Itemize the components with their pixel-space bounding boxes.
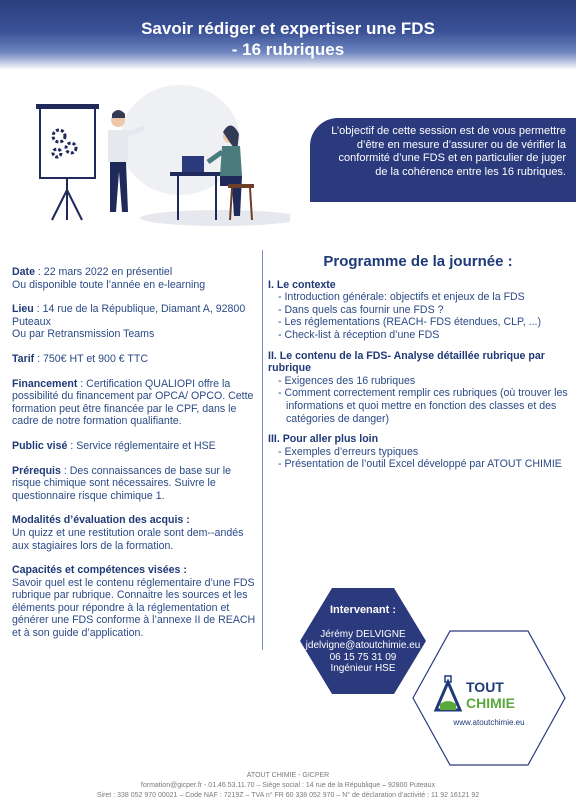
public-label: Public visé [12, 439, 68, 452]
logo-word-chimie: CHIMIE [466, 695, 515, 711]
column-divider [262, 250, 263, 650]
intervenant-email[interactable]: jdelvigne@atoutchimie.eu [305, 640, 421, 652]
objective-text: L’objectif de cette session est de vous permettre d’être en mesure d’assurer ou de vérifier la conformité d’une FDS et en particulier de juger de la cohérence entre les 16 rubriques. [331, 125, 566, 178]
list-item: - Exigences des 16 rubriques [278, 375, 568, 388]
title-line-2: - 16 rubriques [231, 40, 345, 59]
tarif-label: Tarif [12, 352, 35, 365]
section-heading: II. Le contenu de la FDS- Analyse détaillée rubrique par rubrique [268, 349, 545, 375]
public-value: : Service réglementaire et HSE [67, 439, 216, 452]
detail-tarif [12, 353, 260, 366]
footer [0, 771, 576, 801]
detail-public [12, 440, 260, 453]
capacites-label: Capacités et compétences visées [12, 564, 181, 577]
intervenant-name: Jérémy DELVIGNE [320, 628, 406, 640]
logo-word-atout: TOUT [466, 679, 504, 695]
list-item: - Introduction générale: objectifs et enjeux de la FDS [278, 291, 568, 304]
list-item: - Dans quels cas fournir une FDS ? [278, 304, 568, 317]
section-list [268, 291, 568, 341]
section-heading: III. Pour aller plus loin [268, 433, 379, 446]
prerequis-label: Prérequis [12, 464, 61, 477]
prerequis-value: : Des connaissances de base sur le risque chimique sont nécessaires. Suivre le questionnaire risque chimique 1. [12, 464, 232, 502]
capacites-value: Savoir quel est le contenu réglementaire d’une FDS rubrique par rubrique. Connaitre les sources et les éléments pour répondre à la réglementation et générer une FDS conforme à l’annexe II de REACH et à son guide d’application. [12, 576, 256, 640]
modalites-colon: : [183, 514, 190, 527]
page-title [0, 18, 576, 60]
financement-label: Financement [12, 377, 78, 390]
detail-prerequis [12, 465, 260, 503]
list-item: - Comment correctement remplir ces rubriques (où trouver les informations et quoi mettre en fonction des classes et des catégories de danger) [278, 387, 568, 425]
list-item: - Check-list à réception d’une FDS [278, 329, 568, 342]
presentation-illustration [30, 80, 290, 240]
detail-lieu [12, 303, 260, 341]
programme-title: Programme de la journée : [323, 253, 513, 270]
section-list [268, 446, 568, 471]
title-line-1: Savoir rédiger et expertiser une FDS [141, 19, 435, 38]
course-details [12, 266, 260, 652]
detail-modalites [12, 514, 260, 552]
lieu-value: : 14 rue de la République, Diamant A, 92800 Puteaux [12, 303, 246, 328]
programme [268, 253, 568, 479]
list-item: - Présentation de l’outil Excel développé par ATOUT CHIMIE [278, 458, 568, 471]
intervenant-phone: 06 15 75 31 09 [329, 651, 397, 663]
financement-value: : Certification QUALIOPI offre la possibilité du financement par OPCA/ OPCO. Cette formation peut être financée par le CPF, dans le cadre de notre formation qualifiante. [12, 377, 254, 428]
intervenant-box [300, 605, 426, 675]
section-heading: I. Le contexte [268, 278, 336, 291]
logo-url-link[interactable]: www.atoutchimie.eu [453, 718, 525, 727]
lieu-label: Lieu [12, 303, 34, 316]
detail-date [12, 266, 260, 291]
lieu-extra: Ou par Retransmission Teams [12, 328, 155, 341]
section-list [268, 375, 568, 425]
date-value: : 22 mars 2022 en présentiel [34, 266, 173, 278]
modalites-value: Un quizz et une restitution orale sont dem--andés aux stagiaires lors de la formation. [12, 526, 244, 552]
objective-box [310, 118, 576, 202]
intervenant-heading: Intervenant : [329, 604, 396, 616]
list-item: - Exemples d’erreurs typiques [278, 446, 568, 459]
programme-section [268, 350, 568, 426]
tarif-value: : 750€ HT et 900 € TTC [34, 352, 149, 365]
capacites-colon: : [180, 564, 187, 577]
detail-capacites [12, 564, 260, 640]
date-extra: Ou disponible toute l’année en e-learning [12, 278, 206, 291]
modalites-label: Modalités d’évaluation des acquis [12, 514, 184, 527]
date-label: Date [12, 266, 35, 278]
footer-line-3: Siret : 338 052 970 00021 – Code NAF : 7219Z – TVA n° FR 60 338 052 970 – N° de déclaration d’activité : 11 92 16121 92 [96, 792, 480, 799]
programme-section [268, 433, 568, 471]
detail-financement [12, 378, 260, 428]
programme-section [268, 279, 568, 342]
intervenant-role: Ingénieur HSE [330, 663, 396, 675]
list-item: - Les réglementations (REACH- FDS étendues, CLP, ...) [278, 316, 568, 329]
footer-line-2: formation@gicper.fr - 01.46.53.11.70 – Siège social : 14 rue de la République – 92800 Puteaux [140, 782, 436, 789]
footer-line-1: ATOUT CHIMIE - GICPER [246, 772, 330, 779]
